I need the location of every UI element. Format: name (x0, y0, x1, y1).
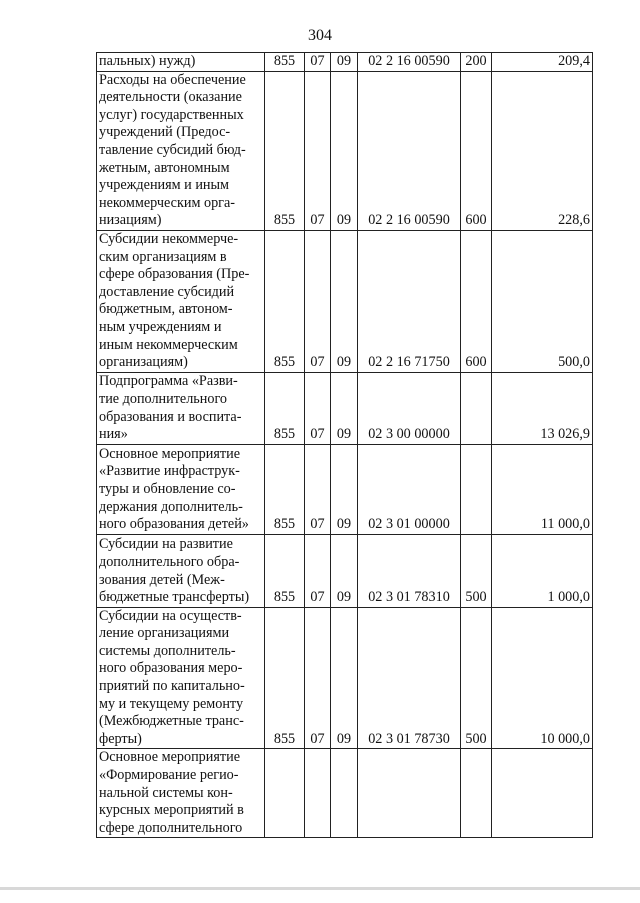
row-name: Субсидии на развитие дополнительного обра- зования детей (Меж- бюджетные трансферты) (97, 534, 265, 607)
row-name: пальных) нужд) (97, 53, 265, 72)
target-article: 02 3 01 00000 (358, 444, 461, 534)
target-article: 02 2 16 71750 (358, 230, 461, 372)
table-row (97, 534, 593, 607)
target-article: 02 3 00 00000 (358, 372, 461, 444)
subsection-code (331, 749, 358, 838)
expense-type: 600 (461, 71, 492, 230)
expense-type: 200 (461, 53, 492, 72)
section-code: 07 (305, 53, 331, 72)
table-row (97, 71, 593, 230)
target-article (358, 749, 461, 838)
ministry-code: 855 (265, 230, 305, 372)
row-name: Основное мероприятие «Формирование регио- нальной системы кон- курсных мероприятий в сфере дополнительного (97, 749, 265, 838)
row-name: Расходы на обеспечение деятельности (оказание услуг) государственных учреждений (Предос- тавление субсидий бюд- жетным, автономным учреждениям и иным некоммерческим орга- низациям) (97, 71, 265, 230)
row-name: Основное мероприятие «Развитие инфраструк- туры и обновление со- держания дополнитель- ного образования детей» (97, 444, 265, 534)
section-code: 07 (305, 71, 331, 230)
ministry-code: 855 (265, 372, 305, 444)
expense-type: 600 (461, 230, 492, 372)
subsection-code: 09 (331, 444, 358, 534)
ministry-code: 855 (265, 534, 305, 607)
budget-table (96, 52, 593, 838)
target-article: 02 2 16 00590 (358, 71, 461, 230)
amount: 10 000,0 (492, 607, 593, 749)
table-row (97, 607, 593, 749)
subsection-code: 09 (331, 534, 358, 607)
subsection-code: 09 (331, 71, 358, 230)
amount: 228,6 (492, 71, 593, 230)
section-code: 07 (305, 607, 331, 749)
section-code: 07 (305, 230, 331, 372)
expense-type (461, 749, 492, 838)
subsection-code: 09 (331, 53, 358, 72)
page-number: 304 (308, 27, 332, 44)
row-name: Субсидии на осуществ- ление организациями системы дополнитель- ного образования меро- приятий по капитально- му и текущему ремонту (Межбюджетные транс- ферты) (97, 607, 265, 749)
scan-edge-line (0, 887, 640, 890)
ministry-code: 855 (265, 607, 305, 749)
expense-type (461, 372, 492, 444)
row-name: Подпрограмма «Разви- тие дополнительного образования и воспита- ния» (97, 372, 265, 444)
section-code: 07 (305, 372, 331, 444)
amount: 13 026,9 (492, 372, 593, 444)
table-row (97, 749, 593, 838)
section-code (305, 749, 331, 838)
amount: 11 000,0 (492, 444, 593, 534)
subsection-code: 09 (331, 372, 358, 444)
amount: 1 000,0 (492, 534, 593, 607)
target-article: 02 3 01 78730 (358, 607, 461, 749)
amount: 209,4 (492, 53, 593, 72)
section-code: 07 (305, 534, 331, 607)
ministry-code: 855 (265, 53, 305, 72)
expense-type (461, 444, 492, 534)
ministry-code (265, 749, 305, 838)
subsection-code: 09 (331, 230, 358, 372)
expense-type: 500 (461, 607, 492, 749)
section-code: 07 (305, 444, 331, 534)
ministry-code: 855 (265, 444, 305, 534)
table-row (97, 53, 593, 72)
ministry-code: 855 (265, 71, 305, 230)
amount: 500,0 (492, 230, 593, 372)
expense-type: 500 (461, 534, 492, 607)
table-row (97, 372, 593, 444)
target-article: 02 2 16 00590 (358, 53, 461, 72)
table-row (97, 230, 593, 372)
target-article: 02 3 01 78310 (358, 534, 461, 607)
subsection-code: 09 (331, 607, 358, 749)
row-name: Субсидии некоммерче- ским организациям в сфере образования (Пре- доставление субсидий бюджетным, автоном- ным учреждениям и иным некоммерческим организациям) (97, 230, 265, 372)
amount (492, 749, 593, 838)
table-row (97, 444, 593, 534)
